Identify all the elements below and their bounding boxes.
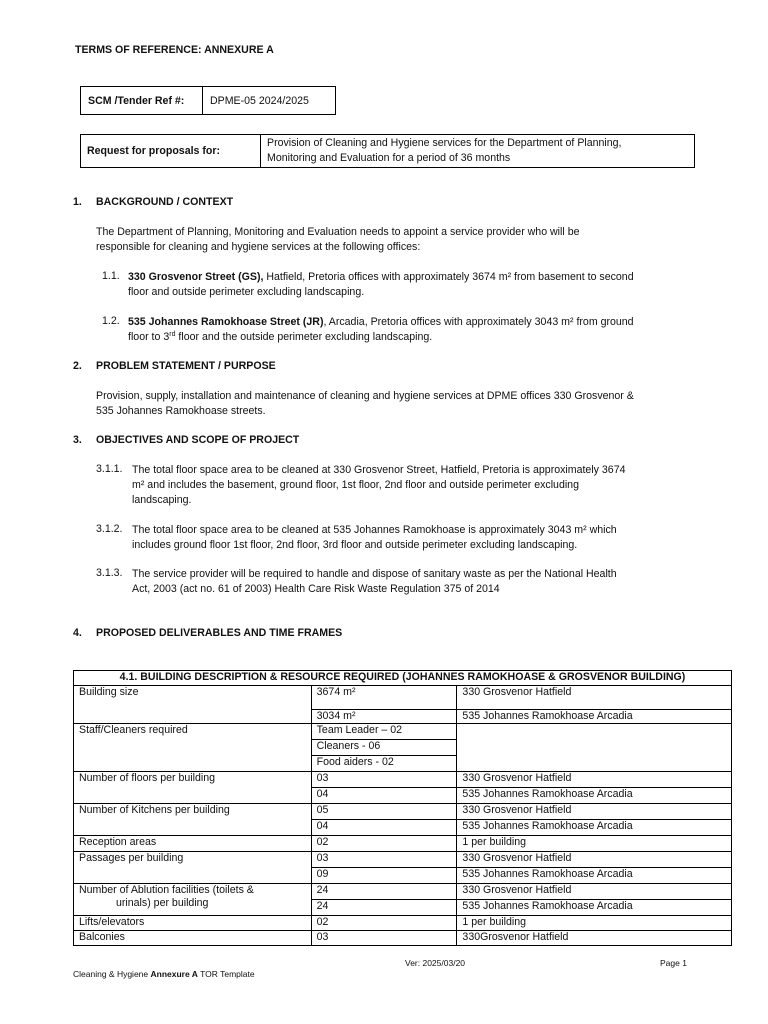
table-row bbox=[74, 916, 732, 931]
section-heading-1 bbox=[0, 196, 768, 210]
cell-value: Team Leader – 02 bbox=[311, 724, 457, 740]
cell-value: 24 bbox=[311, 884, 457, 900]
footer-bold-text: Annexure A bbox=[150, 969, 198, 979]
section-title: PROPOSED DELIVERABLES AND TIME FRAMES bbox=[96, 627, 343, 639]
objective-number: 3.1.1. bbox=[96, 463, 123, 475]
objective-3-1-3 bbox=[0, 567, 768, 599]
tender-ref-label: SCM /Tender Ref #: bbox=[81, 87, 203, 115]
item-number: 1.1. bbox=[102, 270, 120, 282]
background-intro-line2: responsible for cleaning and hygiene services at the following offices: bbox=[96, 241, 421, 253]
cell-value: 02 bbox=[311, 836, 457, 852]
cell-value: 24 bbox=[311, 900, 457, 916]
problem-statement bbox=[96, 389, 706, 419]
cell-desc: 535 Johannes Ramokhoase Arcadia bbox=[457, 788, 732, 804]
cell-desc: 330 Grosvenor Hatfield bbox=[457, 852, 732, 868]
item-bold-text: 535 Johannes Ramokhoase Street (JR) bbox=[128, 316, 324, 328]
section-title: OBJECTIVES AND SCOPE OF PROJECT bbox=[96, 434, 300, 446]
section-number: 3. bbox=[73, 434, 82, 446]
rfp-value bbox=[261, 135, 695, 168]
section-heading-4 bbox=[0, 627, 768, 641]
cell-desc: 330 Grosvenor Hatfield bbox=[457, 772, 732, 788]
cell-value: 3674 m² bbox=[311, 686, 457, 710]
background-intro bbox=[96, 225, 696, 255]
cell-value: 04 bbox=[311, 788, 457, 804]
objective-line: landscaping. bbox=[132, 494, 192, 506]
cell-desc: 330 Grosvenor Hatfield bbox=[457, 686, 732, 710]
item-text-line2: floor and outside perimeter excluding landscaping. bbox=[128, 286, 365, 298]
section-heading-3 bbox=[0, 434, 768, 448]
objective-3-1-2 bbox=[0, 523, 768, 555]
objective-line: The service provider will be required to handle and dispose of sanitary waste as per the National Health bbox=[132, 568, 617, 580]
table-row bbox=[74, 724, 732, 740]
cell-value: 03 bbox=[311, 852, 457, 868]
cell-desc-empty bbox=[457, 724, 732, 772]
section-number: 4. bbox=[73, 627, 82, 639]
cell-value: 03 bbox=[311, 931, 457, 946]
item-text-line2a: floor to 3 bbox=[128, 331, 170, 343]
cell-desc: 535 Johannes Ramokhoase Arcadia bbox=[457, 820, 732, 836]
rfp-value-line2: Monitoring and Evaluation for a period of 36 months bbox=[267, 152, 511, 164]
cell-value: 02 bbox=[311, 916, 457, 931]
row-label-reception: Reception areas bbox=[74, 836, 312, 852]
footer-text: Cleaning & Hygiene bbox=[73, 969, 151, 979]
background-item-1-1 bbox=[0, 270, 768, 302]
problem-line2: 535 Johannes Ramokhoase streets. bbox=[96, 405, 266, 417]
cell-value: Food aiders - 02 bbox=[311, 756, 457, 772]
item-text bbox=[128, 315, 728, 345]
footer-text: TOR Template bbox=[197, 969, 255, 979]
row-label-staff: Staff/Cleaners required bbox=[74, 724, 312, 772]
rfp-table bbox=[80, 134, 695, 168]
objective-text bbox=[132, 463, 712, 508]
table-row bbox=[74, 772, 732, 788]
objective-text bbox=[132, 567, 712, 597]
row-label-passages: Passages per building bbox=[74, 852, 312, 884]
cell-desc: 330 Grosvenor Hatfield bbox=[457, 804, 732, 820]
cell-desc: 330 Grosvenor Hatfield bbox=[457, 884, 732, 900]
item-bold-text: 330 Grosvenor Street (GS), bbox=[128, 271, 264, 283]
ablution-label-line2: urinals) per building bbox=[116, 897, 209, 909]
tender-ref-table bbox=[80, 86, 336, 115]
ablution-label-line1: Number of Ablution facilities (toilets & bbox=[79, 884, 254, 896]
cell-desc: 535 Johannes Ramokhoase Arcadia bbox=[457, 868, 732, 884]
item-text-line1: Hatfield, Pretoria offices with approximately 3674 m² from basement to second bbox=[263, 271, 634, 283]
item-text-line2b: floor and the outside perimeter excluding landscaping. bbox=[175, 331, 433, 343]
objective-number: 3.1.3. bbox=[96, 567, 123, 579]
table-row bbox=[74, 804, 732, 820]
background-intro-line1: The Department of Planning, Monitoring and Evaluation needs to appoint a service provider who will be bbox=[96, 226, 580, 238]
objective-text bbox=[132, 523, 712, 553]
section-title: BACKGROUND / CONTEXT bbox=[96, 196, 234, 208]
row-label-balconies: Balconies bbox=[74, 931, 312, 946]
objective-number: 3.1.2. bbox=[96, 523, 123, 535]
objective-line: includes ground floor 1st floor, 2nd floor, 3rd floor and outside perimeter excluding landscaping. bbox=[132, 539, 578, 551]
cell-value: 03 bbox=[311, 772, 457, 788]
row-label-kitchens: Number of Kitchens per building bbox=[74, 804, 312, 836]
resource-table bbox=[73, 670, 732, 946]
table-row bbox=[74, 686, 732, 710]
section-number: 1. bbox=[73, 196, 82, 208]
objective-line: Act, 2003 (act no. 61 of 2003) Health Care Risk Waste Regulation 375 of 2014 bbox=[132, 583, 500, 595]
row-label-floors: Number of floors per building bbox=[74, 772, 312, 804]
section-number: 2. bbox=[73, 360, 82, 372]
rfp-value-line1: Provision of Cleaning and Hygiene services for the Department of Planning, bbox=[267, 137, 622, 149]
objective-line: The total floor space area to be cleaned at 535 Johannes Ramokhoase is approximately 3043 m² which bbox=[132, 524, 617, 536]
objective-3-1-1 bbox=[0, 463, 768, 509]
footer-page-number: Page 1 bbox=[660, 958, 687, 968]
table-row bbox=[74, 852, 732, 868]
row-label-building-size: Building size bbox=[74, 686, 312, 724]
cell-value: Cleaners - 06 bbox=[311, 740, 457, 756]
cell-value: 05 bbox=[311, 804, 457, 820]
superscript: rd bbox=[169, 331, 176, 338]
cell-desc: 535 Johannes Ramokhoase Arcadia bbox=[457, 900, 732, 916]
rfp-label: Request for proposals for: bbox=[81, 135, 261, 168]
tender-ref-value: DPME-05 2024/2025 bbox=[203, 87, 336, 115]
cell-value: 09 bbox=[311, 868, 457, 884]
cell-value: 3034 m² bbox=[311, 710, 457, 724]
cell-desc: 1 per building bbox=[457, 916, 732, 931]
resource-table-header: 4.1. BUILDING DESCRIPTION & RESOURCE REQUIRED (JOHANNES RAMOKHOASE & GROSVENOR BUILDING) bbox=[74, 671, 732, 686]
section-title: PROBLEM STATEMENT / PURPOSE bbox=[96, 360, 276, 372]
footer-document-name bbox=[73, 969, 255, 979]
item-text-line1: , Arcadia, Pretoria offices with approximately 3043 m² from ground bbox=[323, 316, 634, 328]
problem-line1: Provision, supply, installation and maintenance of cleaning and hygiene services at DPME offices 330 Grosvenor & bbox=[96, 390, 634, 402]
cell-desc: 1 per building bbox=[457, 836, 732, 852]
footer-version: Ver: 2025/03/20 bbox=[405, 958, 466, 968]
row-label-lifts: Lifts/elevators bbox=[74, 916, 312, 931]
cell-desc: 535 Johannes Ramokhoase Arcadia bbox=[457, 710, 732, 724]
item-number: 1.2. bbox=[102, 315, 120, 327]
cell-value: 04 bbox=[311, 820, 457, 836]
section-heading-2 bbox=[0, 360, 768, 374]
document-title: TERMS OF REFERENCE: ANNEXURE A bbox=[75, 44, 274, 56]
cell-desc: 330Grosvenor Hatfield bbox=[457, 931, 732, 946]
background-item-1-2 bbox=[0, 315, 768, 347]
row-label-ablution bbox=[74, 884, 312, 916]
table-row bbox=[74, 836, 732, 852]
table-row bbox=[74, 884, 732, 900]
table-row bbox=[74, 931, 732, 946]
objective-line: The total floor space area to be cleaned at 330 Grosvenor Street, Hatfield, Pretoria is approximately 3674 bbox=[132, 464, 626, 476]
objective-line: m² and includes the basement, ground floor, 1st floor, 2nd floor and outside perimeter excluding bbox=[132, 479, 579, 491]
item-text bbox=[128, 270, 728, 300]
